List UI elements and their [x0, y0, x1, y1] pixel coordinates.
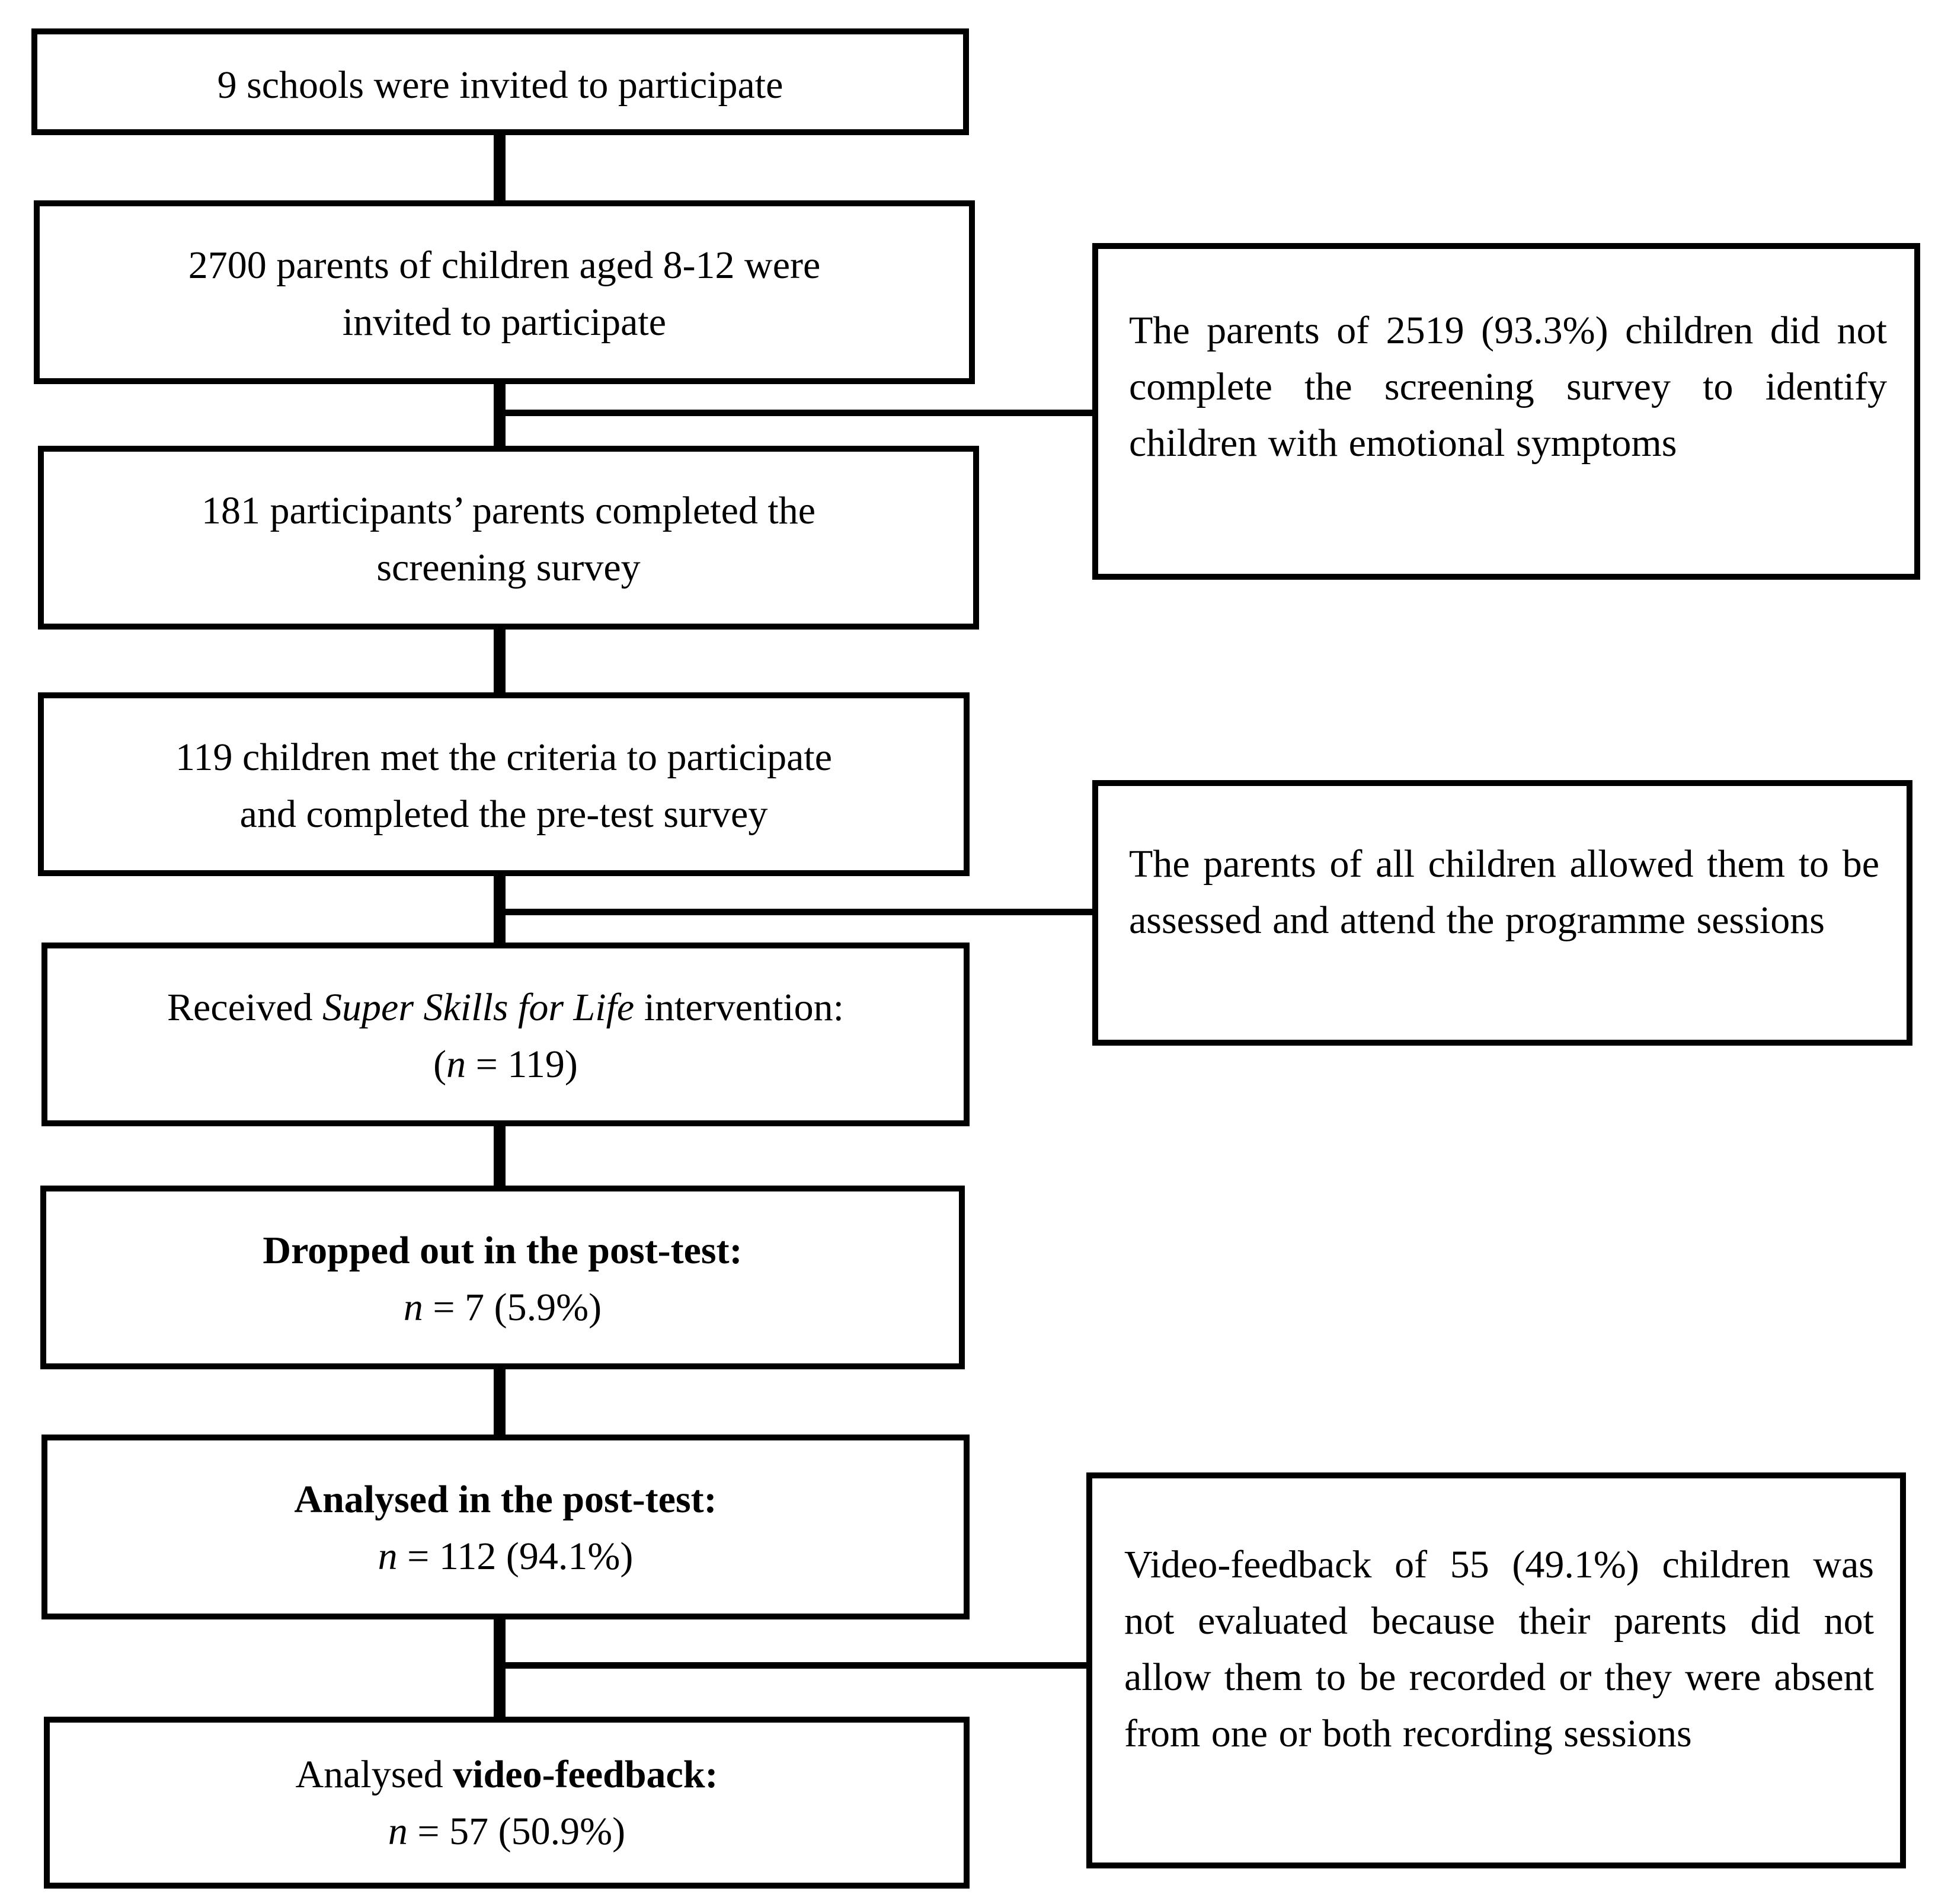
- note-screening-text: The parents of 2519 (93.3%) children did not complete the screening survey to identify children with emotional symptoms: [1129, 309, 1887, 465]
- box-analysed-video: [44, 1717, 970, 1889]
- analysed-post-n-symbol: n: [378, 1535, 398, 1578]
- connector-2: [494, 384, 506, 449]
- box-criteria-met: [38, 692, 970, 876]
- criteria-line1: 119 children met the criteria to participate: [175, 736, 833, 779]
- criteria-line2: and completed the pre-test survey: [239, 793, 768, 836]
- intervention-n-symbol: n: [446, 1043, 466, 1086]
- analysed-video-bold: video-feedback:: [453, 1753, 718, 1796]
- connector-7: [494, 1619, 506, 1723]
- branch-connector-2: [500, 909, 1095, 915]
- intervention-n-open: (: [433, 1043, 447, 1086]
- note-consent-text: The parents of all children allowed them to be assessed and attend the programme sessions: [1129, 842, 1879, 942]
- analysed-video-n-value: = 57 (50.9%): [407, 1810, 626, 1853]
- intervention-line1: [47, 979, 964, 1036]
- analysed-video-line2: [50, 1803, 964, 1860]
- intervention-prefix: Received: [167, 986, 323, 1029]
- note-video-text: Video-feedback of 55 (49.1%) children was not evaluated because their parents did not allow them to be recorded or they were absent from one or both recording sessions: [1124, 1543, 1874, 1755]
- note-consent: [1092, 780, 1912, 1046]
- analysed-post-label: Analysed in the post-test:: [294, 1478, 717, 1521]
- connector-3: [494, 630, 506, 696]
- connector-5: [494, 1126, 506, 1189]
- intervention-line2: [47, 1036, 964, 1093]
- note-video-not-evaluated: [1086, 1472, 1906, 1868]
- dropped-line1: [46, 1222, 959, 1279]
- box-parents-invited: [34, 200, 975, 384]
- branch-connector-3: [500, 1662, 1089, 1669]
- schools-text: 9 schools were invited to participate: [217, 63, 783, 107]
- connector-1: [494, 135, 506, 204]
- analysed-video-n-symbol: n: [388, 1810, 408, 1853]
- box-intervention: [41, 943, 970, 1126]
- program-name: Super Skills for Life: [322, 986, 635, 1029]
- dropped-label: Dropped out in the post-test:: [263, 1229, 743, 1272]
- dropped-n-symbol: n: [403, 1286, 423, 1329]
- analysed-post-line2: [47, 1528, 964, 1585]
- box-analysed-post-test: [41, 1435, 970, 1619]
- parents-invited-line1: 2700 parents of children aged 8-12 were: [188, 244, 821, 287]
- screening-line2: screening survey: [376, 546, 641, 589]
- branch-connector-1: [500, 410, 1095, 416]
- intervention-suffix: intervention:: [634, 986, 844, 1029]
- box-schools-invited: [31, 28, 969, 135]
- box-screening-completed: [38, 446, 979, 630]
- analysed-post-n-value: = 112 (94.1%): [397, 1535, 634, 1578]
- analysed-video-line1: [50, 1746, 964, 1803]
- analysed-video-prefix: Analysed: [295, 1753, 453, 1796]
- dropped-n-value: = 7 (5.9%): [423, 1286, 602, 1329]
- parents-invited-line2: invited to participate: [342, 301, 667, 344]
- analysed-post-line1: [47, 1471, 964, 1528]
- intervention-n-value: = 119): [466, 1043, 578, 1086]
- screening-line1: 181 participants’ parents completed the: [201, 489, 816, 532]
- dropped-line2: [46, 1279, 959, 1336]
- note-screening-noncompletion: [1092, 243, 1920, 580]
- box-dropped-out: [40, 1186, 965, 1369]
- connector-6: [494, 1369, 506, 1438]
